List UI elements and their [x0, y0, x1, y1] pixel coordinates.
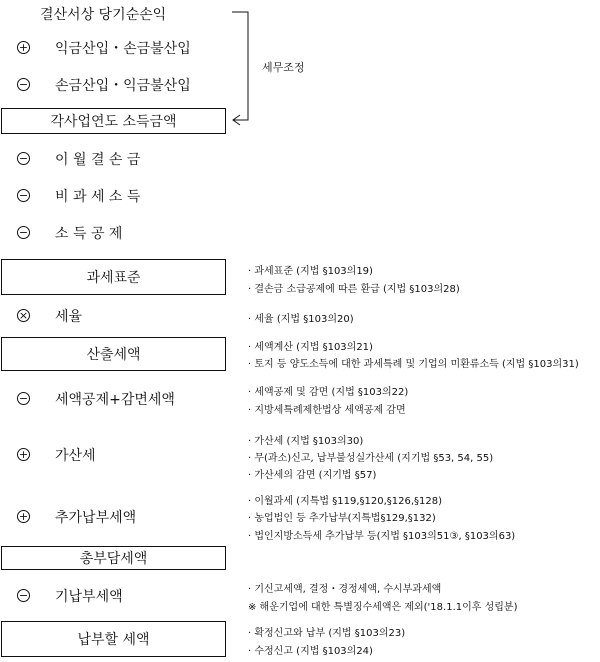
note-line: · 기신고세액, 결정・경정세액, 수시부과세액 — [248, 584, 442, 595]
penalty-label: 가산세 — [55, 448, 96, 464]
inclusion-label: 익금산입・손금불산입 — [55, 41, 191, 57]
minus-icon: − — [18, 189, 29, 202]
note-line: · 법인지방소득세 추가납부 등(지법 §103의51③, §103의63) — [248, 531, 516, 542]
note-line: · 가산세의 감면 (지기법 §57) — [248, 470, 377, 481]
calculated-tax-box: 산출세액 — [1, 337, 226, 371]
note-line: · 확정신고와 납부 (지법 §103의23) — [248, 628, 406, 639]
exclusion-label: 손금산입・익금불산입 — [55, 78, 191, 94]
plus-icon: + — [18, 510, 29, 523]
note-line: · 무(과소)신고, 납부불성실가산세 (지기법 §53, 54, 55) — [248, 453, 494, 464]
plus-icon: + — [18, 41, 29, 54]
note-line: · 이월과세 (지특법 §119,§120,§126,§128) — [248, 496, 443, 507]
note-line: · 세액계산 (지법 §103의21) — [248, 342, 373, 353]
tax-base-box: 과세표준 — [1, 259, 226, 295]
nontaxable-label: 비 과 세 소 득 — [55, 189, 141, 205]
plus-icon: + — [18, 448, 29, 461]
net-income-label: 결산서상 당기순손익 — [40, 7, 167, 23]
minus-icon: − — [18, 78, 29, 91]
payable-tax-box: 납부할 세액 — [1, 621, 226, 657]
minus-icon: − — [18, 589, 29, 602]
note-line: · 토지 등 양도소득에 대한 과세특례 및 기업의 미환류소득 (지법 §103의31) — [248, 359, 579, 370]
note-line: · 농업법인 등 추가납부(지특법§129,§132) — [248, 513, 436, 524]
deduction-label: 소 득 공 제 — [55, 226, 123, 242]
total-tax-box: 총부담세액 — [1, 546, 226, 570]
minus-icon: − — [18, 226, 29, 239]
minus-icon: − — [18, 152, 29, 165]
note-line: · 가산세 (지법 §103의30) — [248, 436, 364, 447]
credit-label: 세액공제+감면세액 — [55, 392, 175, 408]
note-line: · 세율 (지법 §103의20) — [248, 314, 354, 325]
income-box: 각사업연도 소득금액 — [1, 108, 226, 134]
note-line: · 세액공제 및 감면 (지법 §103의22) — [248, 387, 409, 398]
note-line: ※ 해운기업에 대한 특별징수세액은 제외('18.1.1이후 성립분) — [248, 602, 518, 613]
multiply-icon: × — [18, 309, 29, 322]
rate-label: 세율 — [55, 309, 83, 325]
additional-tax-label: 추가납부세액 — [55, 510, 137, 526]
carryover-loss-label: 이 월 결 손 금 — [55, 152, 141, 168]
adjustment-label: 세무조정 — [262, 61, 305, 74]
note-line: · 수정신고 (지법 §103의24) — [248, 646, 373, 657]
note-line: · 지방세특례제한법상 세액공제 감면 — [248, 405, 406, 416]
note-line: · 과세표준 (지법 §103의19) — [248, 266, 373, 277]
prepaid-tax-label: 기납부세액 — [55, 589, 123, 605]
note-line: · 결손금 소급공제에 따른 환급 (지법 §103의28) — [248, 284, 460, 295]
minus-icon: − — [18, 392, 29, 405]
